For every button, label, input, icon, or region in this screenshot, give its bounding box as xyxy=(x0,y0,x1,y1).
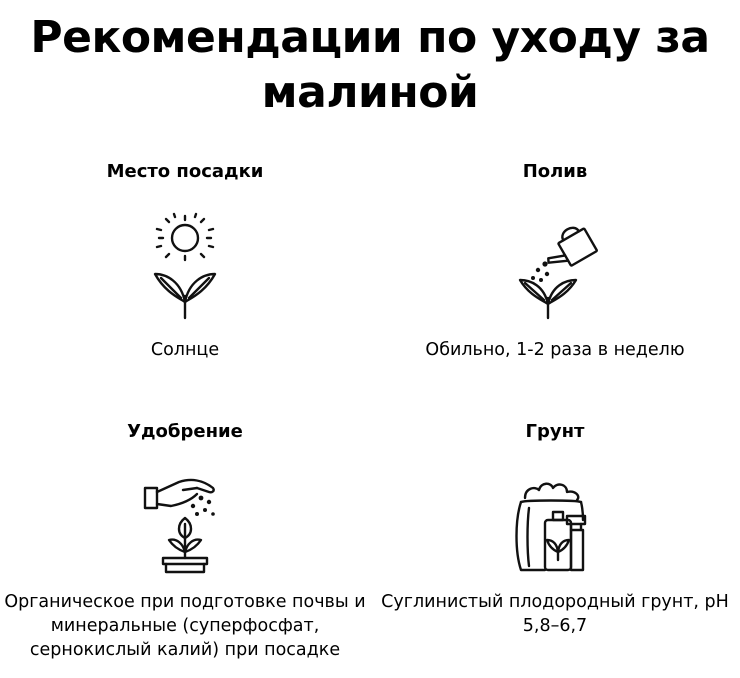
card-fertilizer xyxy=(0,418,370,668)
card-description: Органическое при подготовке почвы и минеральные (суперфосфат, сернокислый калий) при посадке xyxy=(4,592,366,660)
page-title: Рекомендации по уходу за малиной xyxy=(30,12,710,118)
soil-bag-icon xyxy=(505,468,605,580)
card-description: Суглинистый плодородный грунт, pH 5,8–6,7 xyxy=(381,592,729,636)
card-heading: Грунт xyxy=(525,421,585,442)
card-watering xyxy=(370,158,740,378)
sun-sprout-icon xyxy=(135,210,235,322)
card-heading: Место посадки xyxy=(106,161,264,182)
card-soil xyxy=(370,418,740,668)
watering-can-sprout-icon xyxy=(505,210,605,322)
card-description: Обильно, 1-2 раза в неделю xyxy=(425,340,685,360)
card-planting-site xyxy=(0,158,370,378)
card-heading: Полив xyxy=(522,161,588,182)
card-heading: Удобрение xyxy=(127,421,243,442)
card-description: Солнце xyxy=(150,340,220,360)
hand-fertilizing-plant-icon xyxy=(135,468,235,580)
